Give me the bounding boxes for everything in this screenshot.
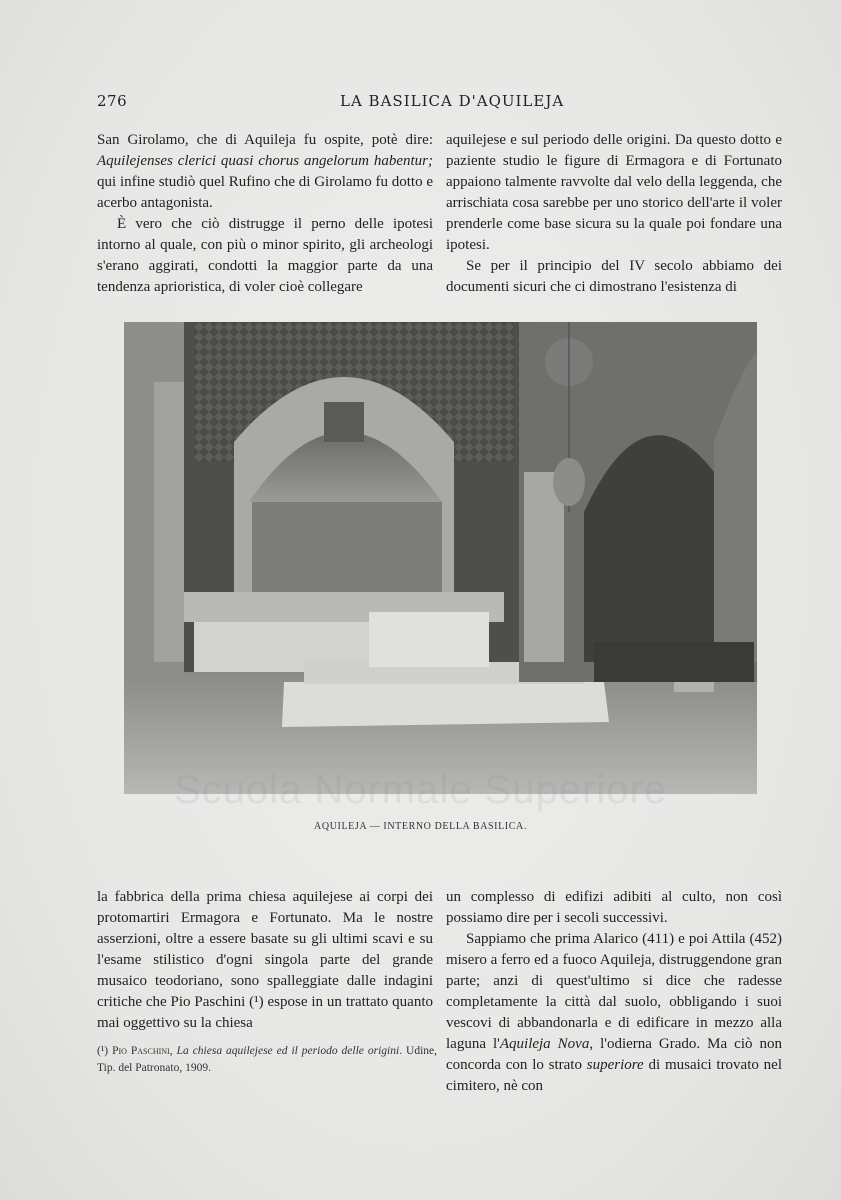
figure-caption: AQUILEJA — INTERNO DELLA BASILICA. xyxy=(314,821,527,832)
page-number: 276 xyxy=(97,92,128,110)
place-name: Aquileja Nova xyxy=(499,1036,590,1052)
latin-quote: Aquilejenses clerici quasi chorus angelorum habentur; xyxy=(97,153,433,169)
footnote-author: Pio Paschini xyxy=(112,1045,170,1057)
emphasis: superiore xyxy=(586,1057,644,1073)
paragraph: aquilejese e sul periodo delle origini. Da questo dotto e paziente studio le figure di Ermagora e di Fortunato appaiono talmente ravvolte dal velo della leggenda, che arrischiata cosa sarebbe per uno storico dell'arte il voler prenderle come base sicura su la quale poi fondare una ipotesi. xyxy=(446,132,782,253)
paragraph xyxy=(97,130,433,214)
upper-right-column xyxy=(446,130,782,298)
text: Sappiamo che prima Alarico (411) e poi Attila (452) misero a ferro ed a fuoco Aquileja, distruggendone gran parte; anzi di quest'ultimo si dice che radesse completamente la città dal suolo, obbligando i suoi vescovi di abbandonarla e di edificare in mezzo alla laguna l' xyxy=(446,931,782,1052)
footnote-title: La chiesa aquilejese ed il periodo delle origini xyxy=(176,1045,400,1057)
watermark-text: Scuola Normale Superiore xyxy=(173,768,668,812)
running-title: LA BASILICA D'AQUILEJA xyxy=(340,92,565,110)
paragraph: È vero che ciò distrugge il perno delle ipotesi intorno al quale, con più o minor spirito, gli archeologi s'erano aggirati, condotti la maggior parte da una tendenza aprioristica, di voler cioè collegare xyxy=(97,216,433,295)
footnote xyxy=(97,1043,437,1077)
paragraph: un complesso di edifizi adibiti al culto, non così possiamo dire per i secoli successivi. xyxy=(446,889,782,926)
text: qui infine studiò quel Rufino che di Girolamo fu dotto e acerbo antagonista. xyxy=(97,174,433,211)
text: San Girolamo, che di Aquileja fu ospite, potè dire: xyxy=(97,132,433,148)
paragraph: la fabbrica della prima chiesa aquilejese ai corpi dei protomartiri Ermagora e Fortunato. Ma le nostre asserzioni, oltre a essere basate su gli ultimi scavi e su l'esame stilistico d'ogni singola parte del grande musaico teodoriano, sono spalleggiate dalle indagini critiche che Pio Paschini (¹) espose in un trattato quanto mai oggettivo su la chiesa xyxy=(97,889,433,1031)
text: , xyxy=(169,1045,177,1057)
text: . Udine, Tip. del Patronato, 1909. xyxy=(97,1045,438,1074)
basilica-interior-photo xyxy=(124,322,757,794)
text: , l'odierna Grado. Ma ciò non concorda con lo strato xyxy=(446,1036,782,1073)
paragraph: Se per il principio del IV secolo abbiamo dei documenti sicuri che ci dimostrano l'esistenza di xyxy=(446,258,782,295)
photo-illustration xyxy=(124,322,757,794)
text: di musaici trovato nel cimitero, nè con xyxy=(446,1057,782,1094)
lower-right-column xyxy=(446,887,782,1097)
footnote-marker: (¹) xyxy=(97,1045,113,1057)
lower-left-column xyxy=(97,887,433,1034)
upper-left-column xyxy=(97,130,433,298)
page-header xyxy=(0,92,841,112)
paragraph xyxy=(446,929,782,1097)
